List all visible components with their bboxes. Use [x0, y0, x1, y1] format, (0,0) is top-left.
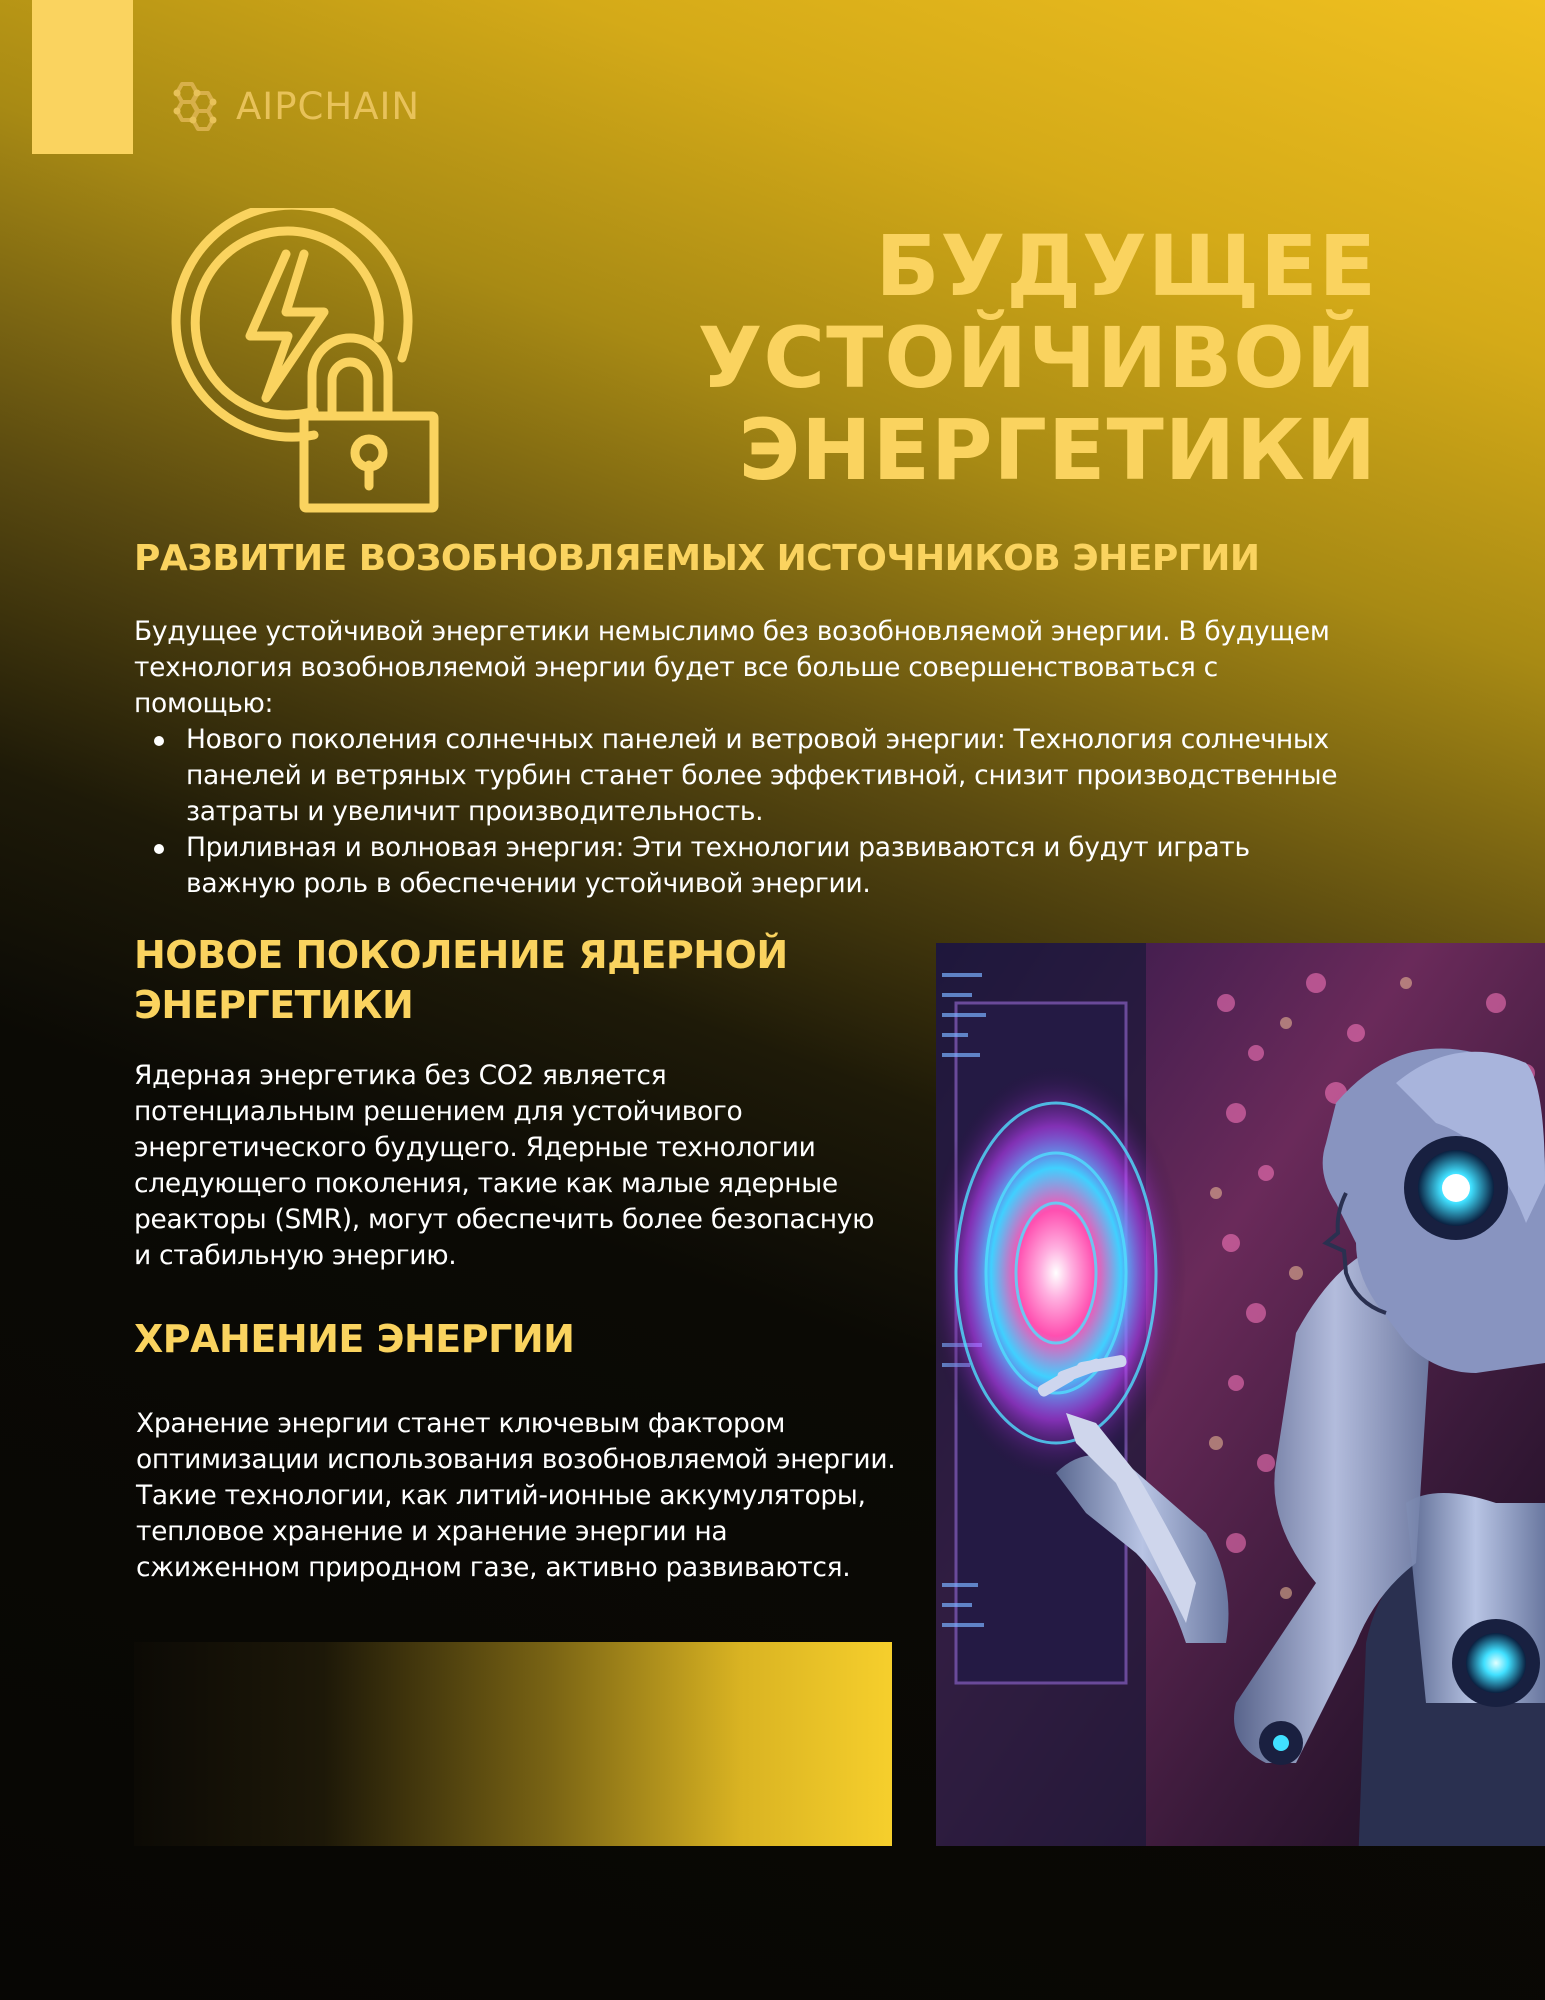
- bullet-text: Нового поколения солнечных панелей и ветровой энергии: Технология солнечных панелей и ветряных турбин станет более эффективной, снизит производственные затраты и увеличит производительность.: [186, 724, 1338, 827]
- list-item: [150, 830, 1340, 902]
- renewables-bullet-list: [150, 722, 1340, 902]
- storage-body: Хранение энергии станет ключевым фактором оптимизации использования возобновляемой энергии. Такие технологии, как литий-ионные аккумуляторы, тепловое хранение и хранение энергии на сжиженном природном газе, активно развиваются.: [136, 1408, 896, 1583]
- energy-lock-icon: [164, 208, 440, 514]
- storage-heading: ХРАНЕНИЕ ЭНЕРГИИ: [134, 1317, 575, 1361]
- renewables-heading: РАЗВИТИЕ ВОЗОБНОВЛЯЕМЫХ ИСТОЧНИКОВ ЭНЕРГИИ: [134, 538, 1260, 579]
- title-line-2: УСТОЙЧИВОЙ: [697, 309, 1377, 407]
- renewables-intro: Будущее устойчивой энергетики немыслимо без возобновляемой энергии. В будущем технология возобновляемой энергии будет все больше совершенствоваться с помощью:: [134, 616, 1330, 719]
- robot-image: [936, 943, 1545, 1846]
- nuclear-body: Ядерная энергетика без CO2 является потенциальным решением для устойчивого энергетического будущего. Ядерные технологии следующего поколения, такие как малые ядерные реакторы (SMR), могут обеспечить более безопасную и стабильную энергию.: [134, 1060, 875, 1271]
- list-item: [150, 722, 1340, 830]
- brand-name: AIPCHAIN: [236, 84, 421, 128]
- brand-logo: [166, 78, 420, 134]
- robot-illustration: [936, 943, 1545, 1846]
- nuclear-heading: НОВОЕ ПОКОЛЕНИЕ ЯДЕРНОЙ ЭНЕРГЕТИКИ: [134, 933, 788, 1027]
- page-title: [617, 217, 1377, 499]
- hexagon-chain-icon: [166, 78, 222, 134]
- decorative-yellow-tab: [32, 0, 133, 154]
- decorative-gradient-block: [134, 1642, 892, 1846]
- title-line-3: ЭНЕРГЕТИКИ: [738, 401, 1377, 499]
- title-line-1: БУДУЩЕЕ: [875, 217, 1377, 315]
- bullet-dot-icon: [154, 736, 164, 746]
- bullet-dot-icon: [154, 844, 164, 854]
- bullet-text: Приливная и волновая энергия: Эти технологии развиваются и будут играть важную роль в обеспечении устойчивой энергии.: [186, 832, 1250, 899]
